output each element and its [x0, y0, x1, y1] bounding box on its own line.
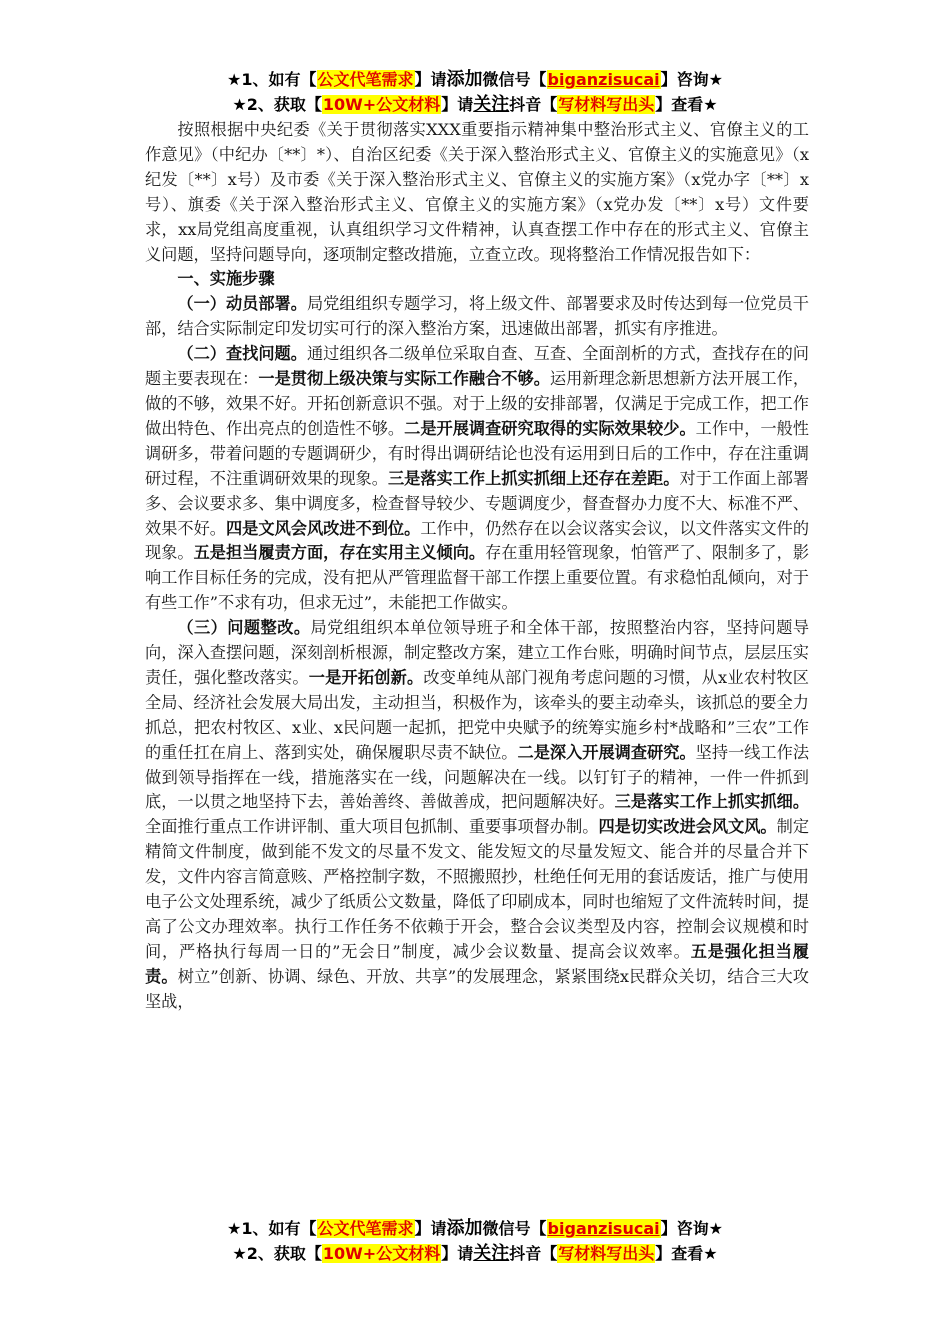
bold-point: 三是落实工作上抓实抓细。 — [614, 792, 810, 812]
promo-line-1 — [0, 68, 950, 92]
document-body — [145, 118, 809, 1015]
promo-text: 微信号【 — [482, 70, 547, 89]
promo-text: 添加 — [446, 1218, 483, 1239]
promo-text: 】咨询★ — [660, 1219, 723, 1238]
paragraph-text: 通过组织各二级单位采取自查、互查、全面剖析的方式，查找存在的问题主要表现在： — [145, 344, 809, 389]
paragraph-text: 存在重用轻管现象，怕管严了、限制多了，影响工作目标任务的完成，没有把从严管理监督干部工作摆上重要位置。有求稳怕乱倾向，对于有些工作”不求有功，但求无过”，未能把工作做实。 — [145, 543, 810, 613]
bold-point: 二是开展调查研究取得的实际效果较少。 — [404, 418, 696, 438]
promo-text: 】请 — [441, 95, 474, 114]
paragraph-text: 对于工作面上部署多、会议要求多、集中调度多，检查督导较少、专题调度少，督查督办力度不大、标准不严、效果不好。 — [145, 468, 810, 538]
promo-line-2 — [0, 93, 950, 117]
promo-text: ★1、如有【 — [227, 70, 317, 89]
paragraph-rectification — [145, 616, 809, 1015]
promo-text: ★2、获取【 — [232, 95, 322, 114]
promo-highlight: 公文代笔需求 — [317, 1219, 414, 1238]
promo-highlight: 公文代笔需求 — [317, 70, 414, 89]
paragraph-text: 坚持一线工作法做到领导指挥在一线，措施落实在一线，问题解决在一线。以钉钉子的精神，一件一件抓到底，一以贯之地坚持下去，善始善终、善做善成，把问题解决好。 — [145, 742, 810, 812]
promo-text: ★2、获取【 — [232, 1244, 322, 1263]
promo-text: 】查看★ — [655, 95, 718, 114]
paragraph-text: 局党组组织专题学习，将上级文件、部署要求及时传达到每一位党员干部，结合实际制定印发切实可行的深入整治方案，迅速做出部署，抓实有序推进。 — [145, 294, 809, 339]
promo-text: 】请 — [441, 1244, 474, 1263]
paragraph-text: 工作中，仍然存在以会议落实会议，以文件落实文件的现象。 — [145, 518, 810, 563]
paragraph-text: 改变单纯从部门视角考虑问题的习惯，从x业农村牧区全局、经济社会发展大局出发，主动担当，积极作为，该牵头的要主动牵头，该抓总的要全力抓总，把农村牧区、x业、x民问题一起抓，把党中央赋予的统筹实施乡村*战略和”三农”工作的重任扛在肩上、落到实处，确保履职尽责不缺位。 — [145, 667, 809, 762]
promo-text: 抖音【 — [509, 95, 558, 114]
promo-text: 】查看★ — [655, 1244, 718, 1263]
promo-highlight: 10W+公文材料 — [322, 95, 441, 114]
bold-point: 三是落实工作上抓实抓细上还存在差距。 — [387, 468, 680, 488]
promo-text: ★1、如有【 — [227, 1219, 317, 1238]
wechat-id-highlight: biganzisucai — [547, 1219, 660, 1238]
promo-line-1-footer — [0, 1217, 950, 1241]
paragraph-text: 制定精简文件制度，做到能不发文的尽量不发文、能发短文的尽量发短文、能合并的尽量合并下发，文件内容言简意赅、严格控制字数，不照搬照抄，杜绝任何无用的套话废话，推广与使用电子公文处理系统，减少了纸质公文数量，降低了印刷成本，同时也缩短了文件流转时间，提高了公文办理效率。执行工作任务不依赖于开会，整合会议类型及内容，控制会议规模和时间，严格执行每周一日的”无会日”制度，减少会议数量、提高会议效率。 — [145, 817, 810, 961]
paragraph-text: 运用新理念新思想新方法开展工作，做的不够，效果不好。开拓创新意识不强。对于上级的安排部署，仅满足于完成工作，把工作做出特色、作出亮点的创造性不够。 — [145, 369, 810, 438]
douyin-id-highlight: 写材料写出头 — [558, 1244, 655, 1263]
promo-text: 微信号【 — [482, 1219, 547, 1238]
promo-text: 抖音【 — [509, 1244, 558, 1263]
intro-paragraph: 按照根据中央纪委《关于贯彻落实XXX重要指示精神集中整治形式主义、官僚主义的工作意见》（中纪办〔**〕*）、自治区纪委《关于深入整治形式主义、官僚主义的实施意见》（x纪发〔**〕x号）及市委《关于深入整治形式主义、官僚主义的实施方案》（x党办字〔**〕x号）、旗委《关于深入整治形式主义、官僚主义的实施方案》（x党办发〔**〕x号）文件要求，xx局党组高度重视，认真组织学习文件精神，认真查摆工作中存在的形式主义、官僚主义问题，坚持问题导向，逐项制定整改措施，立查立改。现将整治工作情况报告如下： — [145, 120, 809, 264]
douyin-id-highlight: 写材料写出头 — [558, 95, 655, 114]
promo-highlight: 10W+公文材料 — [322, 1244, 441, 1263]
promo-text: 】请 — [414, 1219, 447, 1238]
subheading: （二）查找问题。 — [177, 344, 307, 364]
promo-text: 】咨询★ — [660, 70, 723, 89]
paragraph-mobilization — [145, 292, 809, 342]
bold-point: 二是深入开展调查研究。 — [517, 742, 696, 762]
bold-point: 四是切实改进会风文风。 — [598, 817, 777, 837]
bold-point: 五是担当履责方面，存在实用主义倾向。 — [193, 543, 486, 563]
promo-text: 关注 — [473, 1243, 510, 1264]
promo-text: 】请 — [414, 70, 447, 89]
wechat-id-highlight: biganzisucai — [547, 70, 660, 89]
bold-point: 一是贯彻上级决策与实际工作融合不够。 — [258, 369, 550, 389]
paragraph-text: 工作中，一般性调研多，带着问题的专题调研少，有时得出调研结论也没有运用到日后的工作中，存在注重调研过程，不注重调研效果的现象。 — [145, 418, 809, 488]
promo-text: 关注 — [473, 94, 510, 115]
subheading: （三）问题整改。 — [177, 618, 311, 638]
section-title: 一、实施步骤 — [177, 269, 275, 289]
paragraph-text: 全面推行重点工作讲评制、重大项目包抓制、重要事项督办制。 — [145, 817, 599, 837]
subheading: （一）动员部署。 — [177, 294, 307, 314]
promo-text: 添加 — [446, 69, 483, 90]
paragraph-text: 树立”创新、协调、绿色、开放、共享”的发展理念，紧紧围绕x民群众关切，结合三大攻坚战， — [145, 966, 809, 1011]
paragraph-find-problems — [145, 342, 809, 616]
section-heading — [145, 267, 809, 292]
bold-point: 四是文风会风改进不到位。 — [225, 518, 421, 538]
paragraph-text: 局党组组织本单位领导班子和全体干部，按照整治内容，坚持问题导向，深入查摆问题，深刻剖析根源，制定整改方案，建立工作台账，明确时间节点，层层压实责任，强化整改落实。 — [145, 618, 810, 687]
promo-line-2-footer — [0, 1242, 950, 1266]
bold-point: 一是开拓创新。 — [308, 667, 424, 687]
bold-point: 五是强化担当履责。 — [145, 941, 809, 986]
